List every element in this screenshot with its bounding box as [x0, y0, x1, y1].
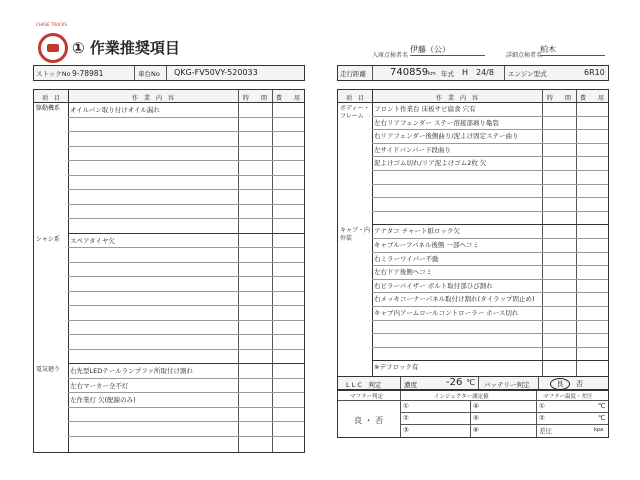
table-row	[68, 247, 304, 263]
inspector-out-label: 詳細点検者名	[506, 52, 543, 59]
work-item	[68, 266, 70, 274]
work-item	[68, 353, 70, 361]
work-item	[68, 411, 70, 419]
table-row	[68, 218, 304, 234]
column-header: 項 目	[345, 95, 364, 102]
battery-label: バッテリー判定	[484, 381, 530, 389]
work-item	[68, 135, 70, 143]
table-row	[68, 131, 304, 147]
model-label: 車台No	[138, 70, 160, 78]
work-item: 左作業灯 欠(配線のみ)	[70, 396, 136, 404]
muffler-table	[337, 390, 609, 438]
table-row	[372, 129, 608, 144]
work-item: スペアタイヤ欠	[70, 236, 115, 245]
work-item	[68, 338, 70, 346]
temp-row-1: ①	[539, 402, 545, 410]
inj-right-2: ⑤	[473, 414, 479, 422]
work-item	[372, 173, 374, 181]
llc-row	[337, 376, 609, 390]
table-row	[68, 233, 304, 249]
table-row	[372, 143, 608, 158]
table-row	[68, 262, 304, 278]
work-item: 右リアフェンダー後側曲り/泥よけ固定ステー曲り	[374, 132, 519, 141]
year-label: 年式	[441, 70, 454, 78]
inspector-in-label: 入庫点検者名	[372, 52, 409, 59]
table-row	[68, 392, 304, 408]
vehicle-info-left	[33, 65, 305, 81]
table-row	[68, 349, 304, 365]
table-row	[68, 276, 304, 292]
table-row	[372, 252, 608, 267]
table-row	[68, 189, 304, 205]
work-item	[372, 323, 374, 331]
llc-conc-label: 濃度	[404, 381, 417, 389]
work-item: 右ピラーバイザー ボルト取付部ひび割れ	[374, 281, 493, 290]
stock-label: ストックNo	[36, 70, 71, 78]
logo-text: CHASE TRUCKS	[36, 22, 67, 27]
table-row	[372, 279, 608, 294]
table-row	[372, 265, 608, 280]
engine-value: 6R10	[584, 68, 605, 77]
injector-label: インジェクター測定値	[434, 394, 489, 400]
column-header: 作 業 内 容	[131, 95, 174, 102]
llc-conc-unit: ℃	[466, 378, 475, 387]
work-item	[68, 222, 70, 230]
battery-bad: 否	[576, 380, 583, 388]
llc-label: L L C 判定	[346, 381, 382, 389]
work-item	[68, 179, 70, 187]
left-work-table	[33, 89, 305, 453]
model-value: QKG-FV50VY-520033	[174, 68, 258, 77]
table-row	[68, 175, 304, 191]
work-item	[372, 336, 374, 344]
work-item: アナタコ チャート紙ロック欠	[374, 227, 460, 236]
temp-row-3: 差圧	[539, 427, 552, 435]
work-item: 右先型LEDテールランプファ所取付け割れ	[70, 367, 193, 375]
work-item: 左右リアフェンダー ステー溶接部剥り亀裂	[374, 118, 499, 127]
column-header: 時 間	[546, 95, 571, 102]
column-header: 費 用	[275, 95, 300, 102]
table-row	[68, 334, 304, 350]
table-row	[372, 197, 608, 212]
work-item	[68, 425, 70, 433]
stock-value: 9-78981	[72, 69, 104, 78]
table-row	[68, 305, 304, 321]
work-item	[372, 200, 374, 208]
work-item: 左右ドア後側ヘコミ	[374, 268, 433, 277]
section-label: ボディー・フレーム	[340, 105, 370, 120]
table-row	[68, 320, 304, 336]
work-item	[68, 208, 70, 216]
inj-left-1: ①	[403, 402, 409, 410]
table-row	[68, 146, 304, 162]
work-item: オイルパン取り付けオイル漏れ	[70, 106, 160, 114]
column-header: 費 用	[579, 95, 604, 102]
table-row	[68, 102, 304, 118]
table-row	[372, 170, 608, 185]
table-note: ※デフロック有	[372, 360, 608, 375]
table-row	[372, 156, 608, 171]
year-era: H	[462, 68, 469, 77]
temp-row-2: ②	[539, 414, 545, 422]
work-item	[68, 440, 70, 448]
column-header: 項 目	[41, 95, 60, 102]
table-row	[68, 160, 304, 176]
work-item	[68, 193, 70, 201]
work-item: キャブルーフパネル後側 一部ヘコミ	[374, 241, 479, 249]
temp-unit-1: ℃	[598, 402, 606, 410]
work-item: キャブ内アームロールコントローラー ホース切れ	[374, 309, 519, 317]
inspector-out-value: 柏木	[540, 44, 605, 56]
inj-right-1: ④	[473, 402, 479, 410]
column-header: 時 間	[242, 95, 267, 102]
vehicle-info-right	[337, 65, 609, 81]
section-label: キャブ・内外装	[340, 227, 371, 243]
muffler-temp-label: マフラー温度・差圧	[543, 394, 593, 400]
inj-right-3: ⑥	[473, 426, 479, 434]
work-item: 左サイドバンパー下段曲り	[374, 145, 451, 154]
inspector-in-value: 伊藤（公）	[410, 44, 485, 56]
table-row	[68, 363, 304, 379]
table-row	[68, 117, 304, 133]
battery-good: 良	[550, 378, 570, 390]
engine-label: エンジン型式	[508, 70, 547, 78]
table-row	[68, 204, 304, 220]
work-item	[372, 187, 374, 195]
table-row	[68, 436, 304, 452]
mileage-value: 740859	[390, 67, 429, 78]
table-row	[372, 292, 608, 307]
llc-conc-value: -26	[446, 377, 463, 388]
work-item	[68, 121, 70, 129]
work-item	[68, 280, 70, 288]
table-row	[68, 291, 304, 307]
temp-unit-3: kpa	[594, 427, 604, 433]
table-row	[372, 184, 608, 199]
column-header: 作 業 内 容	[435, 95, 478, 102]
work-item: 左右マーカー全不灯	[70, 381, 129, 390]
table-row	[372, 320, 608, 335]
temp-unit-2: ℃	[598, 414, 606, 422]
page-title: ① 作業推奨項目	[72, 39, 180, 57]
table-row	[372, 306, 608, 321]
work-item	[68, 251, 70, 259]
mileage-unit: km	[428, 71, 436, 77]
table-row	[372, 347, 608, 362]
year-value: 24/8	[476, 68, 494, 77]
table-row	[372, 102, 608, 117]
table-row	[372, 238, 608, 253]
table-row	[372, 224, 608, 239]
work-item	[372, 350, 374, 358]
work-item: 右ミラーワイパー不動	[374, 254, 439, 263]
table-row	[372, 333, 608, 348]
work-item	[372, 214, 374, 222]
section-label: シャシ系	[36, 235, 60, 243]
work-item	[68, 309, 70, 317]
company-logo	[38, 33, 68, 63]
table-row	[68, 421, 304, 437]
work-item	[68, 324, 70, 332]
inj-left-2: ②	[403, 414, 409, 422]
muffler-judge-value: 良 ・ 否	[354, 416, 384, 425]
work-item: 右メッキコーナーパネル取付け割れ(タイラップ固止め)	[374, 295, 535, 304]
muffler-judge-label: マフラー判定	[350, 394, 384, 400]
work-item	[68, 150, 70, 158]
table-row	[68, 407, 304, 423]
work-item: 泥よけゴム切れ/リア泥よけゴム2枚 欠	[374, 159, 487, 168]
table-row	[372, 116, 608, 131]
work-item: フロント作業台 床板サビ腐食 穴有	[374, 105, 476, 113]
section-label: 電気廻り	[36, 366, 61, 373]
right-work-table	[337, 89, 609, 377]
table-row	[68, 378, 304, 394]
section-label: 駆動機系	[36, 105, 61, 112]
work-item	[68, 164, 70, 172]
table-row	[372, 211, 608, 226]
mileage-label: 走行距離	[340, 70, 366, 78]
inj-left-3: ③	[403, 426, 409, 434]
work-item	[68, 295, 70, 303]
